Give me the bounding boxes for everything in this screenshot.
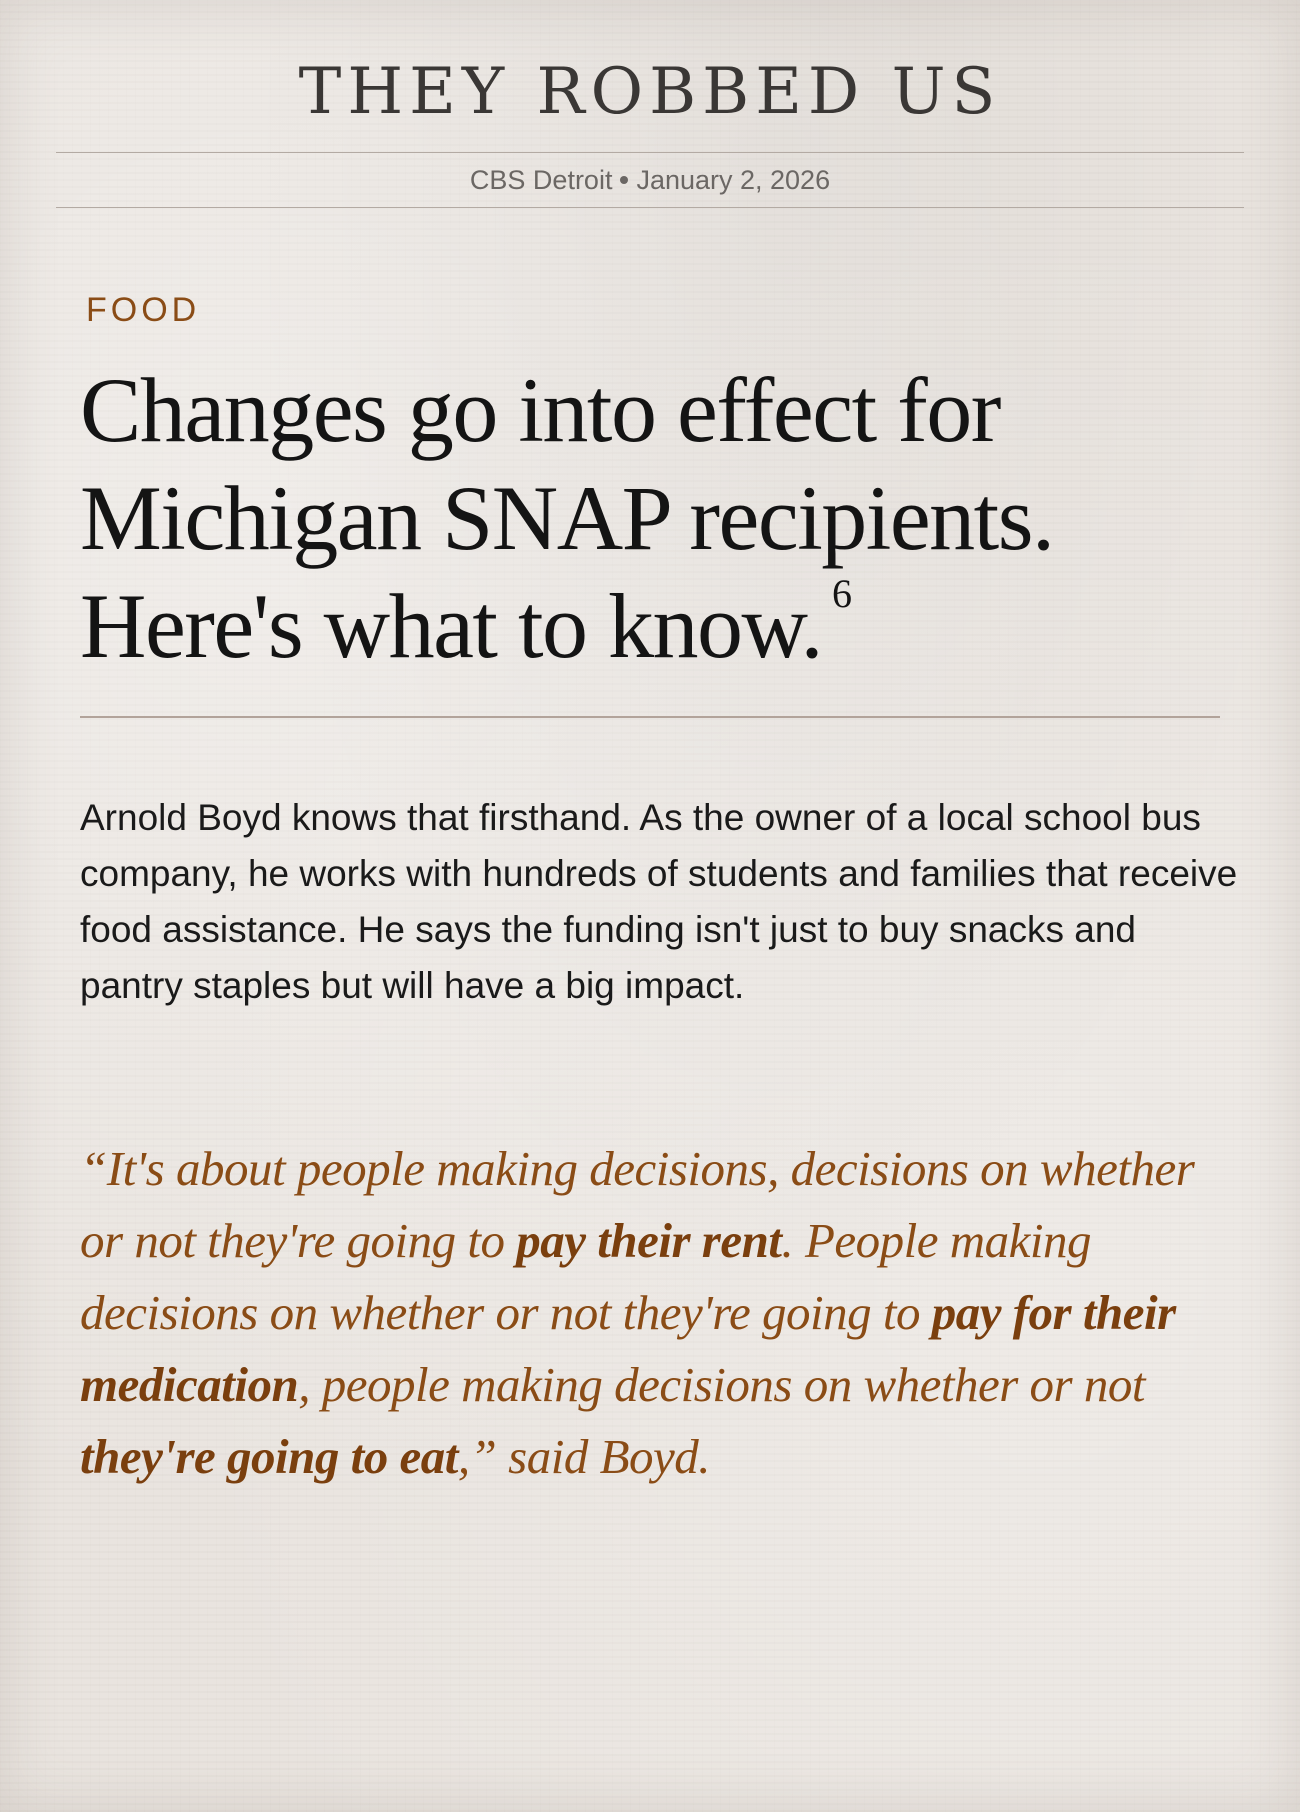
article-body: Arnold Boyd knows that firsthand. As the owner of a local school bus company, he works with hundreds of students and families that receive food assistance. He says the funding isn't just to buy snacks and pantry staples but will have a big impact.	[80, 797, 1238, 1006]
quote-text-2: . People making decisions on whether or not they're going to	[80, 1213, 1092, 1340]
quote-emphasis-medication: pay for their medication	[80, 1285, 1176, 1412]
article-headline	[80, 356, 1230, 680]
quote-text-3: , people making decisions on whether or not	[298, 1357, 1145, 1412]
separator-dot-icon	[620, 176, 628, 184]
dateline	[0, 160, 1300, 200]
masthead-rule-bottom	[56, 207, 1244, 208]
masthead-title: THEY ROBBED US	[298, 55, 1002, 129]
masthead-rule-top	[56, 152, 1244, 153]
headline-text: Changes go into effect for Michigan SNAP recipients. Here's what to know.	[80, 359, 1054, 677]
quote-emphasis-rent: pay their rent	[516, 1213, 782, 1268]
source-name: CBS Detroit	[469, 165, 613, 195]
publish-date: January 2, 2026	[636, 165, 831, 195]
footnote-marker: 6	[831, 571, 851, 617]
quote-attribution: ,” said Boyd.	[457, 1429, 711, 1484]
quote-text-1: “It's about people making decisions, decisions on whether or not they're going to	[80, 1141, 1195, 1268]
category-label: FOOD	[86, 291, 201, 329]
quote-emphasis-eat: they're going to eat	[80, 1429, 458, 1484]
headline-divider	[80, 716, 1220, 718]
pull-quote	[80, 1133, 1240, 1493]
